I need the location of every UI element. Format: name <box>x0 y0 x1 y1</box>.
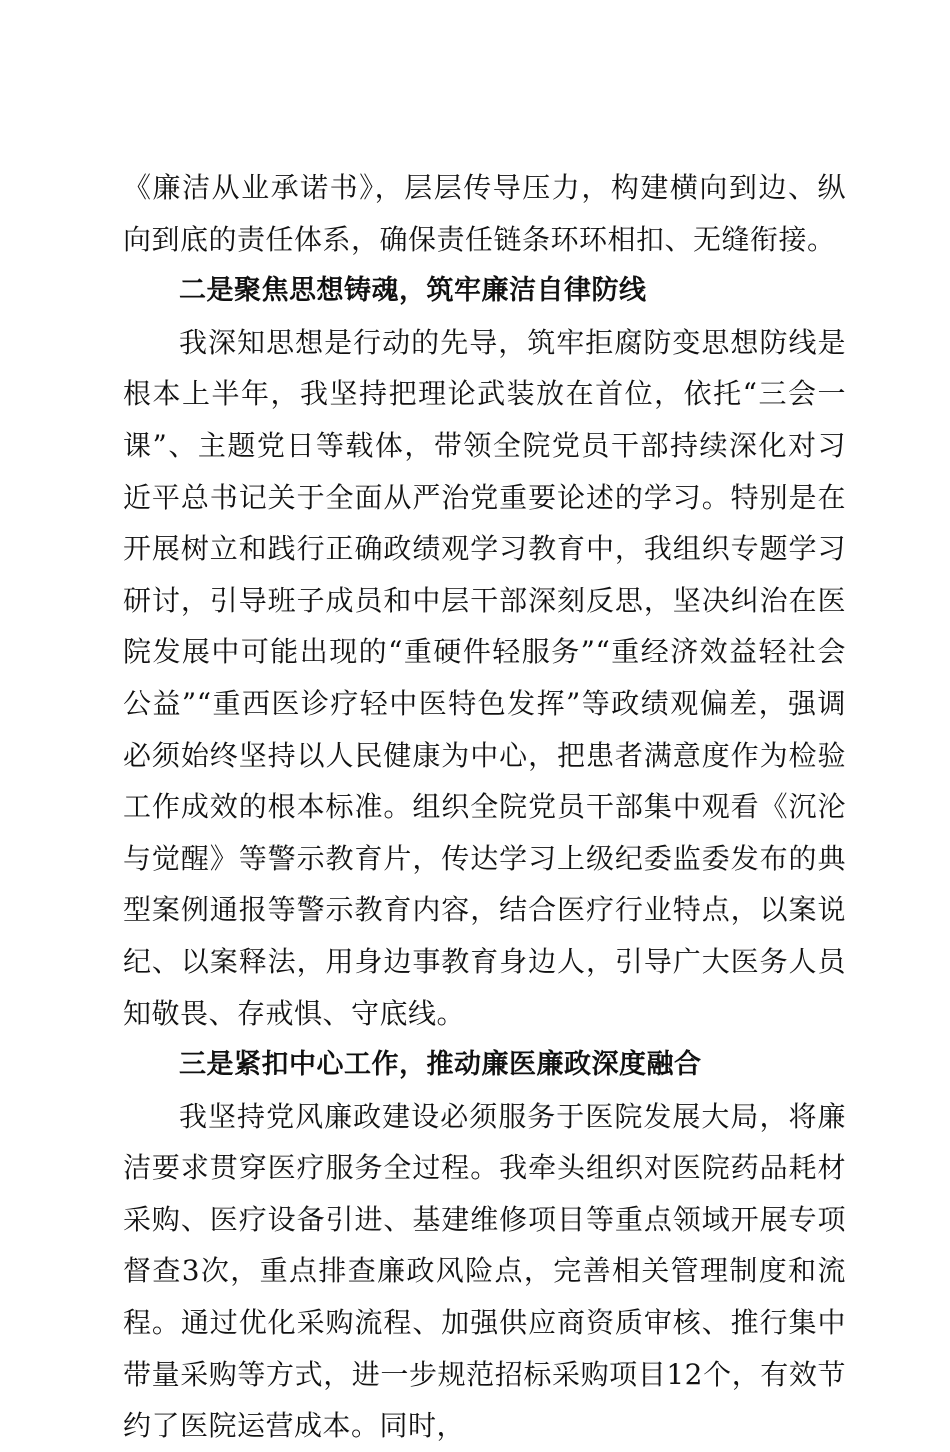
paragraph-central-work: 我坚持党风廉政建设必须服务于医院发展大局，将廉洁要求贯穿医疗服务全过程。我牵头组织对医院药品耗材采购、医疗设备引进、基建维修项目等重点领域开展专项督查3次，重点排查廉政风险点，完善相关管理制度和流程。通过优化采购流程、加强供应商资质审核、推行集中带量采购等方式，进一步规范招标采购项目12个，有效节约了医院运营成本。同时， <box>123 1099 846 1443</box>
section-heading-three: 三是紧扣中心工作，推动廉医廉政深度融合 <box>179 1049 702 1081</box>
document-body <box>123 162 846 1452</box>
paragraph-ideology: 我深知思想是行动的先导，筑牢拒腐防变思想防线是根本上半年，我坚持把理论武装放在首位，依托“三会一课”、主题党日等载体，带领全院党员干部持续深化对习近平总书记关于全面从严治党重要论述的学习。特别是在开展树立和践行正确政绩观学习教育中，我组织专题学习研讨，引导班子成员和中层干部深刻反思，坚决纠治在医院发展中可能出现的“重硬件轻服务”“重经济效益轻社会公益”“重西医诊疗轻中医特色发挥”等政绩观偏差，强调必须始终坚持以人民健康为中心，把患者满意度作为检验工作成效的根本标准。组织全院党员干部集中观看《沉沦与觉醒》等警示教育片，传达学习上级纪委监委发布的典型案例通报等警示教育内容，结合医疗行业特点，以案说纪、以案释法，用身边事教育身边人，引导广大医务人员知敬畏、存戒惧、守底线。 <box>123 325 846 1030</box>
section-heading-two: 二是聚焦思想铸魂，筑牢廉洁自律防线 <box>179 275 647 307</box>
paragraph-continuation: 《廉洁从业承诺书》，层层传导压力，构建横向到边、纵向到底的责任体系，确保责任链条环环相扣、无缝衔接。 <box>123 171 846 256</box>
